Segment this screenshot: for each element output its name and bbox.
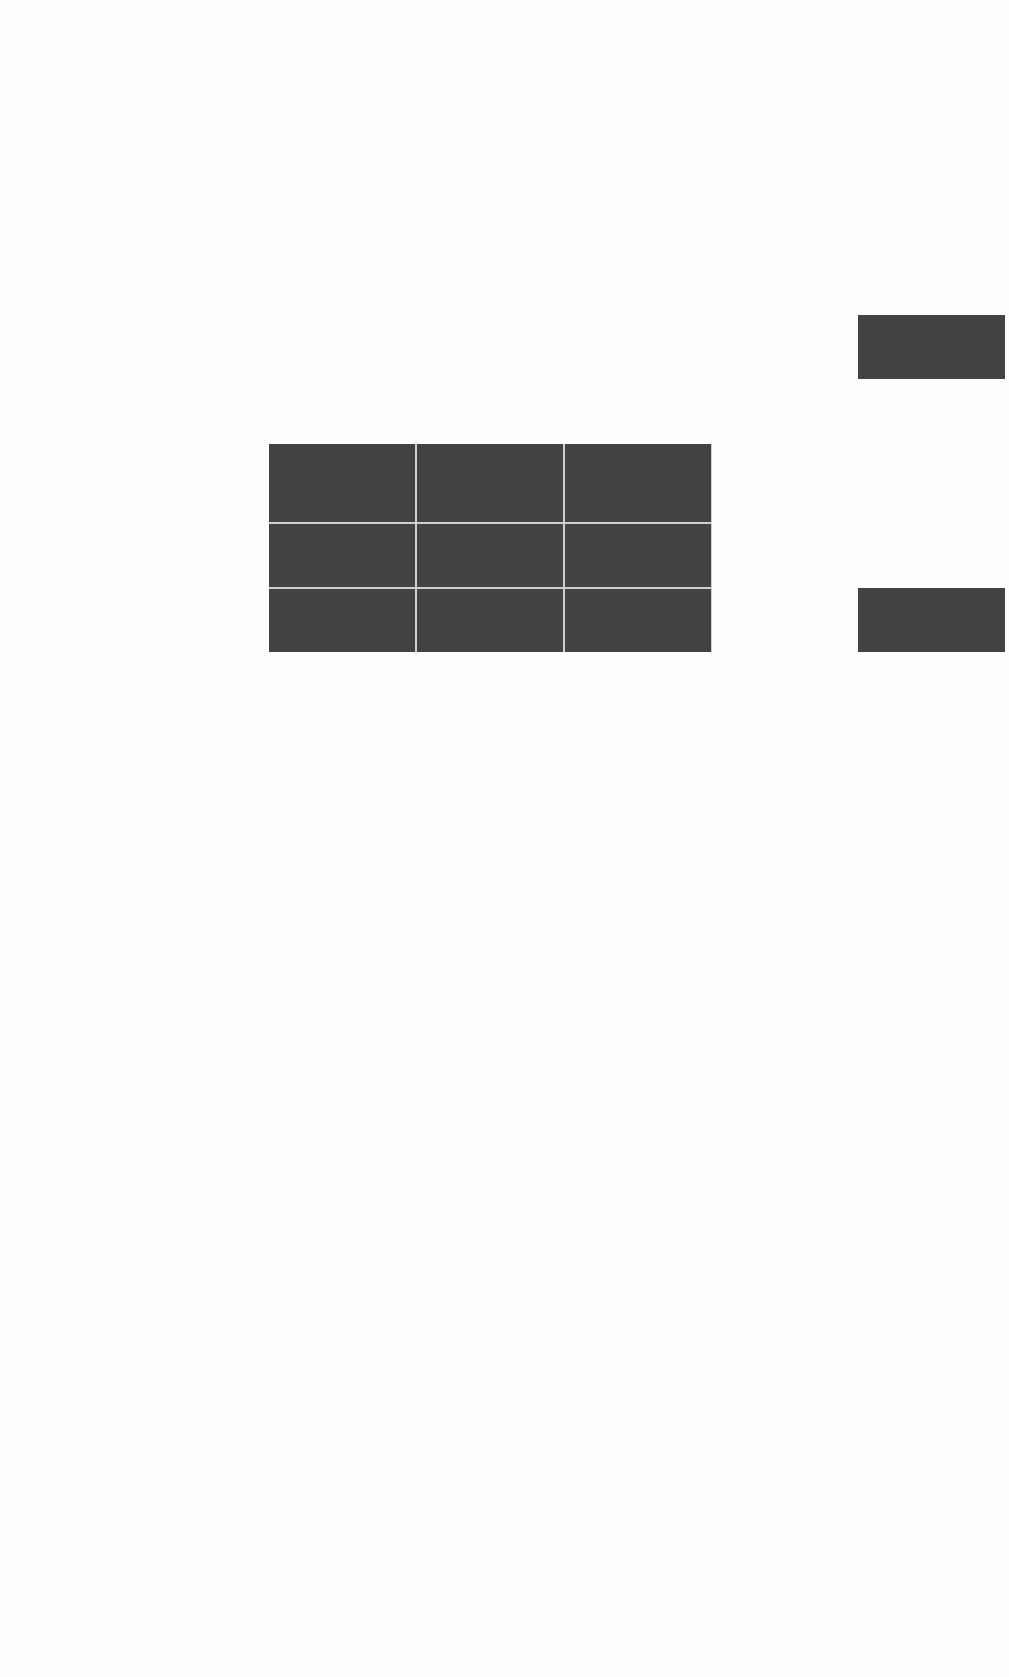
block-bottom-right <box>858 588 1005 652</box>
grid-cell-r1-c2 <box>417 444 563 522</box>
block-top-right <box>858 315 1005 379</box>
grid-cell-r1-c1 <box>269 444 415 522</box>
grid-cell-r2-c1 <box>269 524 415 587</box>
grid-cell-r3-c2 <box>417 589 563 652</box>
grid-cell-r3-c3 <box>565 589 711 652</box>
grid-cell-r2-c2 <box>417 524 563 587</box>
block-grid <box>269 444 712 652</box>
grid-cell-r1-c3 <box>565 444 711 522</box>
grid-cell-r3-c1 <box>269 589 415 652</box>
grid-cell-r2-c3 <box>565 524 711 587</box>
